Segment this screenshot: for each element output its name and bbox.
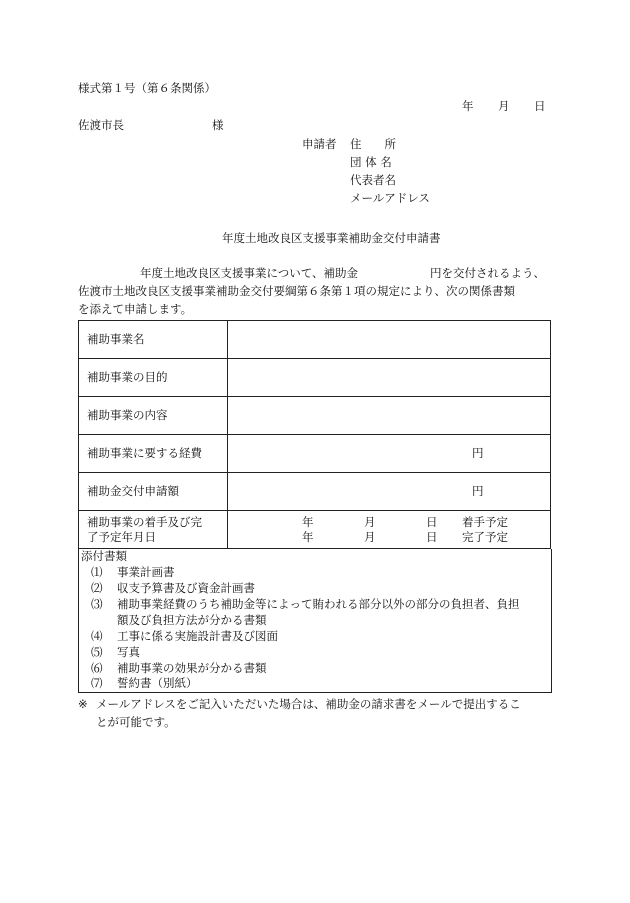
table-row [79, 397, 551, 435]
requested-amount-field[interactable] [228, 473, 551, 511]
note-line2: とが可能です。 [96, 715, 176, 729]
list-item-continuation: 額及び負担方法が分かる書類 [117, 613, 267, 627]
addressee-city: 佐渡市長 [78, 118, 124, 132]
expense-field[interactable] [228, 435, 551, 473]
project-name-field[interactable] [228, 321, 551, 359]
list-item: ⑹ 補助事業の効果が分かる書類 [91, 661, 267, 675]
row-label-project-name: 補助事業名 [79, 321, 228, 359]
form-number-label: 様式第１号（第６条関係） [78, 81, 216, 95]
schedule-label-line1: 補助事業の着手及び完 [87, 514, 202, 529]
end-month: 月 [364, 529, 376, 544]
applicant-org-label: 団 体 名 [350, 155, 392, 169]
row-label-expense: 補助事業に要する経費 [79, 435, 228, 473]
applicant-representative-label: 代表者名 [350, 173, 396, 187]
applicant-address-label: 住 所 [350, 137, 396, 151]
schedule-label-line2: 了予定年月日 [87, 529, 156, 544]
body-line2: 佐渡市土地改良区支援事業補助金交付要綱第６条第１項の規定により、次の関係書類 [78, 284, 515, 298]
start-year: 年 [302, 514, 314, 529]
application-table [78, 320, 551, 549]
list-item: ⑴ 事業計画書 [91, 565, 175, 579]
table-row [79, 359, 551, 397]
schedule-start-row [228, 515, 550, 530]
applicant-label: 申請者 [302, 137, 337, 151]
note-line1: メールアドレスをご記入いただいた場合は、補助金の請求書をメールで提出するこ [96, 697, 521, 711]
attachments-box [78, 549, 552, 693]
requested-amount-yen-unit: 円 [472, 483, 484, 498]
list-item: ⑺ 誓約書（別紙） [91, 676, 198, 690]
table-row [79, 435, 551, 473]
body-line1-a: 年度土地改良区支援事業について、補助金 [140, 266, 359, 280]
row-label-requested-amount: 補助金交付申請額 [79, 473, 228, 511]
list-item: ⑸ 写真 [91, 645, 140, 659]
start-month: 月 [364, 514, 376, 529]
date-day: 日 [534, 99, 546, 113]
list-item: ⑷ 工事に係る実施設計書及び図面 [91, 629, 278, 643]
schedule-end-row [228, 530, 550, 545]
attachments-title: 添付書類 [81, 549, 127, 563]
list-item: ⑶ 補助事業経費のうち補助金等によって賄われる部分以外の部分の負担者、負担 [91, 597, 520, 611]
content-field[interactable] [228, 397, 551, 435]
table-row [79, 511, 551, 549]
end-year: 年 [302, 529, 314, 544]
applicant-email-label: メールアドレス [350, 191, 430, 205]
end-day: 日 [426, 529, 438, 544]
date-year: 年 [462, 99, 474, 113]
date-month: 月 [498, 99, 510, 113]
purpose-field[interactable] [228, 359, 551, 397]
start-note: 着手予定 [462, 514, 508, 529]
document-title: 年度土地改良区支援事業補助金交付申請書 [222, 231, 441, 245]
row-label-content: 補助事業の内容 [79, 397, 228, 435]
body-line3: を添えて申請します。 [78, 302, 193, 316]
note-mark: ※ [78, 697, 88, 711]
row-label-schedule [79, 511, 228, 549]
addressee-honorific: 様 [212, 118, 224, 132]
body-line1-b: 円を交付されるよう、 [430, 266, 545, 280]
schedule-field[interactable] [228, 511, 551, 549]
expense-yen-unit: 円 [472, 445, 484, 460]
row-label-purpose: 補助事業の目的 [79, 359, 228, 397]
start-day: 日 [426, 514, 438, 529]
table-row [79, 473, 551, 511]
table-row [79, 321, 551, 359]
list-item: ⑵ 収支予算書及び資金計画書 [91, 581, 255, 595]
end-note: 完了予定 [462, 529, 508, 544]
